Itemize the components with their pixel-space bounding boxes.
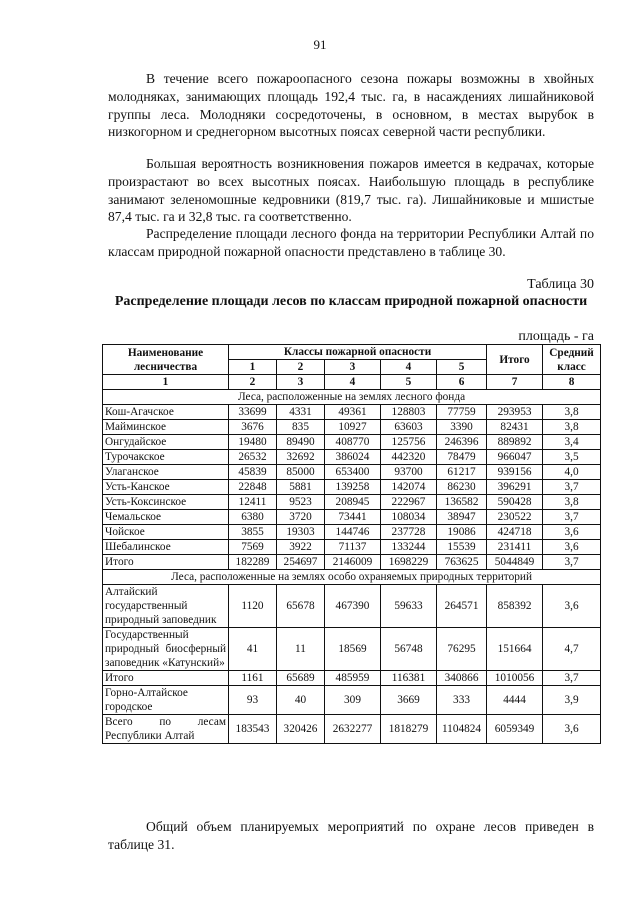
row-value-cell: 3,6 [543,715,601,744]
row-value-cell: 939156 [487,465,543,480]
table-row [103,405,601,420]
row-value-cell: 6380 [229,510,277,525]
row-value-cell: 3,9 [543,686,601,715]
row-value-cell: 15539 [437,540,487,555]
row-value-cell: 139258 [325,480,381,495]
row-name-cell: Горно-Алтайское городское [103,686,229,715]
header-col-num: 2 [229,375,277,390]
row-value-cell: 320426 [277,715,325,744]
table-row [103,510,601,525]
table-row [103,480,601,495]
row-value-cell: 65678 [277,585,325,628]
row-name-cell: Алтайский государственный природный заповедник [103,585,229,628]
row-value-cell: 182289 [229,555,277,570]
table-title: Распределение площади лесов по классам природной пожарной опасности [114,294,588,309]
header-classes: Классы пожарной опасности [229,345,487,360]
row-value-cell: 396291 [487,480,543,495]
table-row [103,715,601,744]
row-value-cell: 6059349 [487,715,543,744]
row-value-cell: 116381 [381,671,437,686]
row-value-cell: 230522 [487,510,543,525]
row-value-cell: 144746 [325,525,381,540]
page-number: 91 [313,37,327,52]
row-value-cell: 3922 [277,540,325,555]
row-value-cell: 78479 [437,450,487,465]
row-value-cell: 19480 [229,435,277,450]
table-row [103,465,601,480]
row-value-cell: 208945 [325,495,381,510]
table-units: площадь - га [518,329,594,344]
row-name-cell: Усть-Канское [103,480,229,495]
table-row [103,495,601,510]
row-value-cell: 151664 [487,628,543,671]
row-value-cell: 7569 [229,540,277,555]
row-value-cell: 763625 [437,555,487,570]
row-value-cell: 41 [229,628,277,671]
table-row [103,450,601,465]
row-value-cell: 9523 [277,495,325,510]
row-value-cell: 108034 [381,510,437,525]
row-value-cell: 3,5 [543,450,601,465]
row-value-cell: 32692 [277,450,325,465]
table-row [103,420,601,435]
row-value-cell: 386024 [325,450,381,465]
row-value-cell: 222967 [381,495,437,510]
row-value-cell: 10927 [325,420,381,435]
row-value-cell: 82431 [487,420,543,435]
row-value-cell: 125756 [381,435,437,450]
row-value-cell: 22848 [229,480,277,495]
row-value-cell: 408770 [325,435,381,450]
row-value-cell: 26532 [229,450,277,465]
header-class-num: 4 [381,360,437,375]
row-value-cell: 246396 [437,435,487,450]
table-row [103,435,601,450]
row-value-cell: 33699 [229,405,277,420]
table-row [103,671,601,686]
header-class-num: 5 [437,360,487,375]
row-name-cell: Всего по лесам Республики Алтай [103,715,229,744]
header-class-num: 3 [325,360,381,375]
row-name-cell: Чойское [103,525,229,540]
header-col-num: 6 [437,375,487,390]
row-value-cell: 12411 [229,495,277,510]
row-value-cell: 3,7 [543,480,601,495]
row-value-cell: 4444 [487,686,543,715]
row-value-cell: 3855 [229,525,277,540]
table-body-forest-fund [103,390,601,570]
row-value-cell: 889892 [487,435,543,450]
row-value-cell: 85000 [277,465,325,480]
row-value-cell: 653400 [325,465,381,480]
row-value-cell: 19303 [277,525,325,540]
row-value-cell: 3676 [229,420,277,435]
closing-paragraph: Общий объем планируемых мероприятий по охране лесов приведен в таблице 31. [108,819,594,852]
row-value-cell: 77759 [437,405,487,420]
row-value-cell: 86230 [437,480,487,495]
header-class-num: 2 [277,360,325,375]
row-value-cell: 73441 [325,510,381,525]
row-value-cell: 3,6 [543,540,601,555]
row-value-cell: 309 [325,686,381,715]
row-value-cell: 3,8 [543,405,601,420]
header-total: Итого [487,345,543,375]
row-value-cell: 93 [229,686,277,715]
row-value-cell: 835 [277,420,325,435]
row-value-cell: 1104824 [437,715,487,744]
row-value-cell: 2146009 [325,555,381,570]
section-heading: Леса, расположенные на землях лесного фонда [103,390,601,405]
row-name-cell: Онгудайское [103,435,229,450]
row-value-cell: 590428 [487,495,543,510]
row-name-cell: Итого [103,555,229,570]
row-value-cell: 340866 [437,671,487,686]
row-value-cell: 61217 [437,465,487,480]
row-value-cell: 38947 [437,510,487,525]
row-value-cell: 65689 [277,671,325,686]
paragraph-2: Большая вероятность возникновения пожаров имеется в кедрачах, которые произрастают во всех высотных поясах. Наибольшую площадь в республике занимают зеленомошные кедровники (819,7 тыс. га). Лишайниковые и мшистые 87,4 тыс. га и 32,8 тыс. га соответственно. [108,156,594,225]
table-body-protected [103,570,601,744]
header-col-num: 1 [103,375,229,390]
row-value-cell: 966047 [487,450,543,465]
row-value-cell: 3,8 [543,495,601,510]
row-value-cell: 424718 [487,525,543,540]
row-value-cell: 1161 [229,671,277,686]
row-value-cell: 49361 [325,405,381,420]
row-name-cell: Усть-Коксинское [103,495,229,510]
table-row [103,628,601,671]
paragraph-3: Распределение площади лесного фонда на территории Республики Алтай по классам природной пожарной опасности представлено в таблице 30. [108,226,594,259]
row-value-cell: 136582 [437,495,487,510]
row-value-cell: 89490 [277,435,325,450]
row-value-cell: 3,7 [543,555,601,570]
fire-danger-table [102,344,601,744]
row-value-cell: 45839 [229,465,277,480]
row-name-cell: Итого [103,671,229,686]
row-value-cell: 442320 [381,450,437,465]
row-name-cell: Улаганское [103,465,229,480]
header-class-num: 1 [229,360,277,375]
header-col-num: 3 [277,375,325,390]
row-value-cell: 254697 [277,555,325,570]
row-name-cell: Шебалинское [103,540,229,555]
header-name: Наименование лесничества [103,345,229,375]
row-value-cell: 3669 [381,686,437,715]
header-col-num: 8 [543,375,601,390]
row-value-cell: 4331 [277,405,325,420]
table-row [103,686,601,715]
row-value-cell: 142074 [381,480,437,495]
row-value-cell: 183543 [229,715,277,744]
table-row [103,555,601,570]
row-value-cell: 3720 [277,510,325,525]
row-value-cell: 333 [437,686,487,715]
section-heading: Леса, расположенные на землях особо охраняемых природных территорий [103,570,601,585]
row-value-cell: 293953 [487,405,543,420]
row-value-cell: 1120 [229,585,277,628]
row-value-cell: 485959 [325,671,381,686]
row-value-cell: 1698229 [381,555,437,570]
row-name-cell: Майминское [103,420,229,435]
row-name-cell: Турочакское [103,450,229,465]
row-value-cell: 1818279 [381,715,437,744]
row-value-cell: 1010056 [487,671,543,686]
row-value-cell: 4,0 [543,465,601,480]
row-value-cell: 5881 [277,480,325,495]
row-value-cell: 128803 [381,405,437,420]
table-row [103,540,601,555]
row-value-cell: 3,7 [543,671,601,686]
row-value-cell: 4,7 [543,628,601,671]
row-value-cell: 5044849 [487,555,543,570]
row-value-cell: 71137 [325,540,381,555]
table-row [103,585,601,628]
row-value-cell: 264571 [437,585,487,628]
row-value-cell: 76295 [437,628,487,671]
row-value-cell: 11 [277,628,325,671]
row-value-cell: 40 [277,686,325,715]
row-value-cell: 59633 [381,585,437,628]
row-value-cell: 19086 [437,525,487,540]
row-name-cell: Государственный природный биосферный заповедник «Катунский» [103,628,229,671]
row-value-cell: 2632277 [325,715,381,744]
row-value-cell: 858392 [487,585,543,628]
row-value-cell: 3,4 [543,435,601,450]
row-name-cell: Кош-Агачское [103,405,229,420]
row-value-cell: 63603 [381,420,437,435]
header-col-num: 5 [381,375,437,390]
row-value-cell: 467390 [325,585,381,628]
paragraph-1: В течение всего пожароопасного сезона пожары возможны в хвойных молодняках, занимающих площадь 192,4 тыс. га, в насаждениях лишайниковой группы леса. Молодняки сосредоточены, в основном, в местах вырубок в низкогорном и среднегорном высотных поясах северной части республики. [108,71,594,140]
row-name-cell: Чемальское [103,510,229,525]
row-value-cell: 56748 [381,628,437,671]
header-col-num: 4 [325,375,381,390]
row-value-cell: 231411 [487,540,543,555]
row-value-cell: 3390 [437,420,487,435]
row-value-cell: 3,6 [543,585,601,628]
row-value-cell: 3,7 [543,510,601,525]
row-value-cell: 3,8 [543,420,601,435]
table-number: Таблица 30 [527,277,594,292]
row-value-cell: 237728 [381,525,437,540]
header-col-num: 7 [487,375,543,390]
table-row [103,525,601,540]
row-value-cell: 133244 [381,540,437,555]
header-avg: Средний класс [543,345,601,375]
row-value-cell: 18569 [325,628,381,671]
row-value-cell: 3,6 [543,525,601,540]
row-value-cell: 93700 [381,465,437,480]
